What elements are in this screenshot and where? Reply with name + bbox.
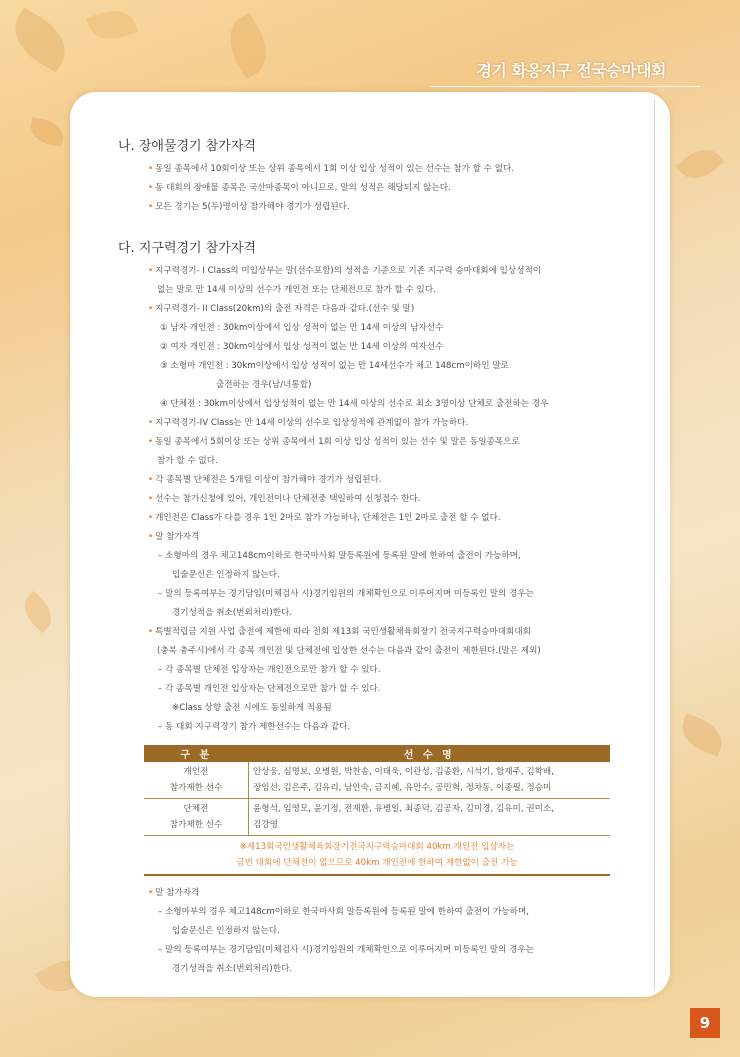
obstacle-rule: • 동일 종목에서 10회이상 또는 상위 종목에서 1회 이상 입상 성적이 있는 선수는 참가 할 수 없다. — [118, 160, 638, 179]
endurance-rule: • 특별적립금 지원 사업 출전에 제한에 따라 전회 제13회 국민생활체육회장기 전국지구력승마대회대회 — [118, 623, 638, 642]
category-line: 단체전 — [183, 804, 209, 814]
table-row — [144, 799, 610, 836]
endurance-rule-cont: (충북 충주시)에서 각 종목 개인전 및 단체전에 입상한 선수는 다음과 같이 출전이 제한된다.(말은 제외) — [157, 646, 541, 656]
background-leaf — [28, 117, 66, 147]
restriction-rule: – 각 종목별 단체전 입상자는 개인전으로만 참가 할 수 있다. — [158, 665, 381, 675]
horse-rule-cont: 경기성적을 취소(번외처리)한다. — [172, 964, 293, 974]
endurance-rule: • 말 참가자격 — [118, 528, 638, 547]
table-note — [144, 836, 610, 876]
background-leaf — [4, 8, 76, 73]
names-line: 안상웅, 심명보, 오병원, 박찬송, 이태욱, 이관성, 김종환, 시석기, 함재주, 김학배, — [253, 767, 554, 777]
background-leaf — [218, 13, 277, 79]
endurance-rule-cont: 없는 말로 만 14세 이상의 선수가 개인전 또는 단체전으로 참가 할 수 있다. — [157, 285, 436, 295]
section-title-endurance: 다. 지구력경기 참가자격 — [118, 241, 256, 256]
section-title-obstacle: 나. 장애물경기 참가자격 — [118, 139, 256, 154]
endurance-rule: • 지구력경기- I Class의 미입상부는 말(선수포함)의 성적을 기준으로 기존 지구력 승마대회에 입상성적이 — [118, 262, 638, 281]
names-line: 김강영 — [253, 820, 278, 830]
endurance-rule: • 지구력경기-IV Class는 만 14세 이상의 선수로 입상성적에 관계없이 참가 가능하다. — [118, 414, 638, 433]
header-divider — [430, 86, 700, 87]
class2-item: ④ 단체전 : 30km이상에서 입상성적이 없는 만 14세 이상의 선수로 최소 3명이상 단체로 출전하는 경우 — [160, 399, 549, 409]
horse-rule-cont: 입술문신은 인정하지 않는다. — [172, 570, 280, 580]
table-row — [144, 762, 610, 799]
page-content — [118, 135, 638, 979]
restriction-note: ※Class 상향 출전 시에도 동일하게 적용됨 — [172, 703, 332, 713]
background-leaf — [86, 3, 138, 46]
horse-rule-cont: 경기성적을 취소(번외처리)한다. — [172, 608, 293, 618]
horse-rule-cont: 입술문신은 인정하지 않는다. — [172, 926, 280, 936]
page-header-title: 경기 화옹지구 전국승마대회 — [476, 61, 666, 80]
background-leaf — [17, 591, 59, 633]
background-leaf — [676, 140, 725, 187]
category-line: 참가제한 선수 — [169, 783, 223, 793]
endurance-rule: • 개인전은 Class가 다를 경우 1인 2마로 참가 가능하나, 단체전은 1인 2마로 출전 할 수 없다. — [118, 509, 638, 528]
horse-rule: – 소형마의 경우 체고148cm이하로 한국마사회 말등록원에 등록된 말에 한하여 출전이 가능하며, — [158, 551, 521, 561]
endurance-rule: • 동일 종목에서 5회이상 또는 상위 종목에서 1회 이상 입상 성적이 있는 선수 및 말은 동일종목으로 — [118, 433, 638, 452]
category-line: 참가제한 선수 — [169, 820, 223, 830]
restriction-rule: – 각 종목별 개인전 입상자는 단체전으로만 참가 할 수 있다. — [158, 684, 381, 694]
table-header-names: 선 수 명 — [249, 745, 611, 762]
table-cell-category — [144, 762, 249, 799]
class2-item: ③ 소형마 개인전 : 30km이상에서 입상 성적이 없는 만 14세선수가 체고 148cm이하인 말로 — [160, 361, 509, 371]
page-number: 9 — [690, 1008, 720, 1038]
class2-item: ① 남자 개인전 : 30km이상에서 입상 성적이 없는 만 14세 이상의 남자선수 — [160, 323, 444, 333]
class2-item: ② 여자 개인전 : 30km이상에서 입상 성적이 없는 만 14세 이상의 여자선수 — [160, 342, 444, 352]
obstacle-rule: • 동 대회의 장애물 종목은 국산마종목이 아니므로, 말의 성적은 해당되지 않는다. — [118, 179, 638, 198]
names-line: 장임선, 김은주, 김유리, 남안숙, 금지혜, 유만수, 공민혁, 정차동, 이종필, 정승미 — [253, 783, 552, 793]
endurance-rule-cont: 참가 할 수 없다. — [157, 456, 218, 466]
restricted-players-table — [144, 745, 610, 876]
table-cell-category — [144, 799, 249, 836]
horse-rule: – 말의 등록여부는 경기담임(미체검사 시)경기임원의 개체확인으로 이루어지며 미등록인 말의 경우는 — [158, 945, 534, 955]
table-note-row — [144, 836, 610, 876]
endurance-rule: • 지구력경기- II Class(20km)의 출전 자격은 다음과 같다.(선수 및 말) — [118, 300, 638, 319]
class2-item-cont: 출전하는 경우(남/녀통합) — [216, 380, 312, 390]
horse-rule: – 말의 등록여부는 경기담임(미체검사 시)경기임원의 개체확인으로 이루어지며 미등록인 말의 경우는 — [158, 589, 534, 599]
note-line: 금번 대회에 단체전이 없으므로 40km 개인전에 한하여 제한없이 출전 가능 — [236, 858, 518, 868]
category-line: 개인전 — [183, 767, 209, 777]
names-line: 윤형석, 임영모, 윤기정, 전재환, 유병일, 최종덕, 김공자, 김미경, 김유미, 권미소, — [253, 804, 554, 814]
background-leaf — [676, 713, 728, 756]
table-header-row — [144, 745, 610, 762]
endurance-rule: • 각 종목별 단체전은 5개팀 이상이 참가해야 경기가 성립된다. — [118, 471, 638, 490]
obstacle-rule: • 모든 경기는 5(두)명이상 참가해야 경기가 성립된다. — [118, 198, 638, 217]
horse-rule: – 소형마부의 경우 체고148cm이하로 한국마사회 말등록원에 등록된 말에 한하여 출전이 가능하며, — [158, 907, 530, 917]
horse-eligibility-title: • 말 참가자격 — [118, 884, 638, 903]
note-line: ※제13회국민생활체육회장기전국지구력승마대회 40km 개인전 입상자는 — [239, 842, 515, 852]
table-cell-names — [249, 799, 611, 836]
table-header-category: 구 분 — [144, 745, 249, 762]
restriction-rule: – 동 대회 지구력경기 참가 제한선수는 다음과 같다. — [158, 722, 351, 732]
endurance-rule: • 선수는 참가신청에 있어, 개인전이나 단체전중 택일하여 신청접수 한다. — [118, 490, 638, 509]
table-cell-names — [249, 762, 611, 799]
panel-margin-rule — [654, 100, 655, 990]
